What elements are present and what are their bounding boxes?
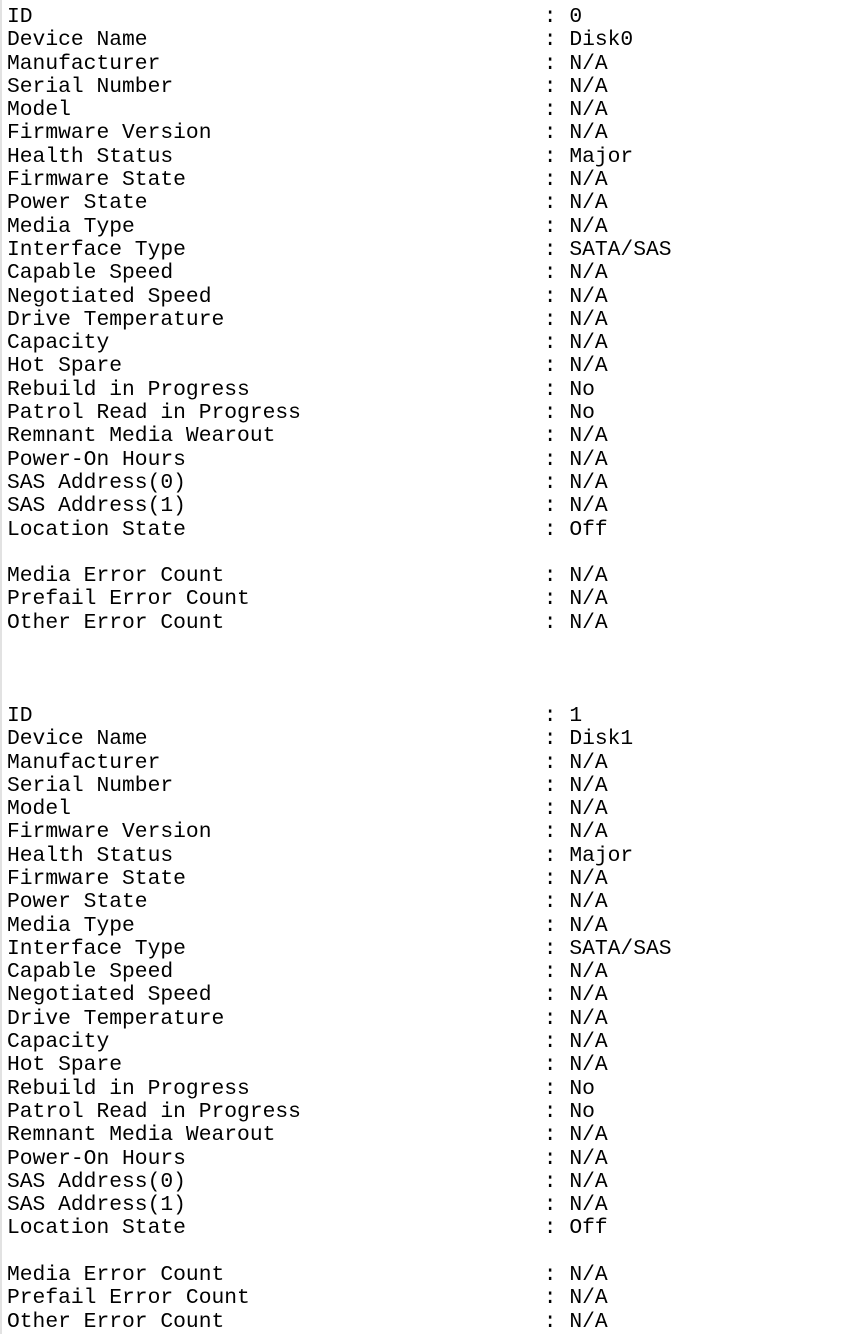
field-row	[7, 1031, 852, 1054]
field-label: Firmware State	[7, 866, 186, 891]
field-label: Patrol Read in Progress	[7, 1099, 301, 1124]
field-value: Major	[569, 843, 634, 868]
field-value: N/A	[569, 797, 608, 822]
field-label: Location State	[7, 1216, 186, 1241]
field-value: N/A	[569, 447, 608, 472]
field-separator: :	[543, 5, 557, 29]
field-separator: :	[543, 284, 557, 309]
field-row	[7, 99, 852, 122]
field-row	[7, 612, 852, 635]
field-row	[7, 402, 852, 425]
field-separator: :	[543, 1193, 557, 1218]
field-value: N/A	[569, 866, 608, 891]
field-row	[7, 495, 852, 518]
field-separator: :	[543, 214, 557, 239]
field-label: Device Name	[7, 28, 148, 53]
field-separator: :	[543, 750, 557, 775]
field-separator: :	[543, 307, 557, 332]
field-separator: :	[543, 564, 557, 589]
field-row	[7, 146, 852, 169]
field-row	[7, 379, 852, 402]
field-row	[7, 588, 852, 611]
field-value: SATA/SAS	[569, 936, 672, 961]
field-row	[7, 1311, 852, 1334]
disk-error-fields-group	[7, 1264, 852, 1334]
field-label: Manufacturer	[7, 51, 161, 76]
field-separator: :	[543, 1006, 557, 1031]
field-separator: :	[543, 820, 557, 845]
field-label: Interface Type	[7, 936, 186, 961]
field-label: Rebuild in Progress	[7, 1076, 250, 1101]
field-separator: :	[543, 1123, 557, 1148]
field-row	[7, 938, 852, 961]
field-row	[7, 122, 852, 145]
field-row	[7, 984, 852, 1007]
field-value: N/A	[569, 913, 608, 938]
field-row	[7, 1264, 852, 1287]
field-separator: :	[543, 913, 557, 938]
field-separator: :	[543, 610, 557, 635]
field-row	[7, 519, 852, 542]
field-row	[7, 752, 852, 775]
disk-info-block	[7, 6, 852, 635]
field-separator: :	[543, 470, 557, 495]
field-separator: :	[543, 983, 557, 1008]
field-value: N/A	[569, 284, 608, 309]
field-separator: :	[543, 237, 557, 262]
disk-info-block	[7, 705, 852, 1334]
field-row	[7, 6, 852, 29]
field-separator: :	[543, 587, 557, 612]
field-row	[7, 449, 852, 472]
field-label: Power State	[7, 890, 148, 915]
field-label: Remnant Media Wearout	[7, 424, 276, 449]
field-separator: :	[543, 703, 557, 728]
field-separator: :	[543, 1286, 557, 1311]
field-value: N/A	[569, 331, 608, 356]
field-separator: :	[543, 1099, 557, 1124]
field-separator: :	[543, 960, 557, 985]
field-label: Location State	[7, 517, 186, 542]
field-row	[7, 29, 852, 52]
field-label: Firmware State	[7, 168, 186, 193]
field-label: SAS Address(1)	[7, 1193, 186, 1218]
field-value: N/A	[569, 610, 608, 635]
field-row	[7, 868, 852, 891]
field-separator: :	[543, 261, 557, 286]
field-row	[7, 845, 852, 868]
field-label: Power-On Hours	[7, 1146, 186, 1171]
field-row	[7, 76, 852, 99]
field-value: No	[569, 401, 595, 426]
field-separator: :	[543, 890, 557, 915]
field-row	[7, 1171, 852, 1194]
field-label: ID	[7, 703, 33, 728]
field-value: N/A	[569, 890, 608, 915]
disk-fields-group	[7, 705, 852, 1241]
field-label: Drive Temperature	[7, 1006, 225, 1031]
field-row	[7, 705, 852, 728]
field-separator: :	[543, 354, 557, 379]
field-value: N/A	[569, 214, 608, 239]
disk-error-fields-group	[7, 565, 852, 635]
field-separator: :	[543, 168, 557, 193]
field-row	[7, 472, 852, 495]
field-separator: :	[543, 1146, 557, 1171]
field-label: Capacity	[7, 331, 110, 356]
field-label: Other Error Count	[7, 1309, 225, 1334]
field-separator: :	[543, 74, 557, 99]
field-value: N/A	[569, 121, 608, 146]
field-label: Serial Number	[7, 74, 174, 99]
field-label: SAS Address(0)	[7, 1169, 186, 1194]
field-label: Rebuild in Progress	[7, 377, 250, 402]
field-value: N/A	[569, 354, 608, 379]
field-value: N/A	[569, 168, 608, 193]
field-value: Off	[569, 517, 608, 542]
field-value: SATA/SAS	[569, 237, 672, 262]
field-row	[7, 1078, 852, 1101]
field-row	[7, 891, 852, 914]
field-separator: :	[543, 797, 557, 822]
field-label: Hot Spare	[7, 1053, 123, 1078]
field-label: Firmware Version	[7, 121, 212, 146]
field-value: Disk0	[569, 28, 634, 53]
field-value: N/A	[569, 1263, 608, 1288]
field-value: N/A	[569, 1053, 608, 1078]
field-separator: :	[543, 121, 557, 146]
field-label: Model	[7, 797, 71, 822]
field-row	[7, 1124, 852, 1147]
field-label: Health Status	[7, 843, 174, 868]
field-label: Power-On Hours	[7, 447, 186, 472]
field-separator: :	[543, 843, 557, 868]
field-row	[7, 798, 852, 821]
field-value: N/A	[569, 1193, 608, 1218]
field-label: Other Error Count	[7, 610, 225, 635]
field-label: Negotiated Speed	[7, 284, 212, 309]
field-separator: :	[543, 773, 557, 798]
field-value: N/A	[569, 1030, 608, 1055]
field-row	[7, 192, 852, 215]
field-row	[7, 239, 852, 262]
field-row	[7, 262, 852, 285]
field-label: Capacity	[7, 1030, 110, 1055]
field-label: Patrol Read in Progress	[7, 401, 301, 426]
field-value: N/A	[569, 74, 608, 99]
field-label: Interface Type	[7, 237, 186, 262]
field-label: Hot Spare	[7, 354, 123, 379]
field-row	[7, 53, 852, 76]
field-value: Major	[569, 144, 634, 169]
field-label: ID	[7, 5, 33, 29]
field-row	[7, 728, 852, 751]
field-separator: :	[543, 28, 557, 53]
field-label: Capable Speed	[7, 261, 174, 286]
field-value: N/A	[569, 424, 608, 449]
field-separator: :	[543, 1216, 557, 1241]
field-row	[7, 915, 852, 938]
field-value: Off	[569, 1216, 608, 1241]
field-label: Prefail Error Count	[7, 1286, 250, 1311]
field-value: N/A	[569, 307, 608, 332]
field-value: N/A	[569, 470, 608, 495]
field-value: No	[569, 1076, 595, 1101]
field-label: Serial Number	[7, 773, 174, 798]
field-separator: :	[543, 1309, 557, 1334]
field-label: Remnant Media Wearout	[7, 1123, 276, 1148]
field-label: Media Error Count	[7, 1263, 225, 1288]
field-separator: :	[543, 936, 557, 961]
field-label: SAS Address(0)	[7, 470, 186, 495]
field-row	[7, 775, 852, 798]
field-row	[7, 355, 852, 378]
field-row	[7, 1008, 852, 1031]
field-label: Model	[7, 98, 71, 123]
field-row	[7, 1194, 852, 1217]
field-separator: :	[543, 98, 557, 123]
disk-fields-group	[7, 6, 852, 542]
field-value: N/A	[569, 1006, 608, 1031]
field-separator: :	[543, 144, 557, 169]
field-label: Media Type	[7, 913, 135, 938]
field-row	[7, 1148, 852, 1171]
field-value: N/A	[569, 773, 608, 798]
field-separator: :	[543, 331, 557, 356]
field-separator: :	[543, 377, 557, 402]
field-value: N/A	[569, 564, 608, 589]
field-value: N/A	[569, 1123, 608, 1148]
field-separator: :	[543, 1169, 557, 1194]
field-value: No	[569, 1099, 595, 1124]
field-label: Media Type	[7, 214, 135, 239]
field-value: N/A	[569, 494, 608, 519]
field-label: Prefail Error Count	[7, 587, 250, 612]
field-row	[7, 961, 852, 984]
field-value: N/A	[569, 1146, 608, 1171]
field-label: Power State	[7, 191, 148, 216]
field-separator: :	[543, 51, 557, 76]
field-value: 1	[569, 703, 583, 728]
field-label: Capable Speed	[7, 960, 174, 985]
field-value: N/A	[569, 261, 608, 286]
field-label: Manufacturer	[7, 750, 161, 775]
field-row	[7, 169, 852, 192]
field-value: N/A	[569, 1169, 608, 1194]
field-row	[7, 565, 852, 588]
field-value: N/A	[569, 1286, 608, 1311]
field-separator: :	[543, 1263, 557, 1288]
field-value: 0	[569, 5, 583, 29]
field-separator: :	[543, 1053, 557, 1078]
field-separator: :	[543, 401, 557, 426]
field-value: No	[569, 377, 595, 402]
field-label: Firmware Version	[7, 820, 212, 845]
field-row	[7, 1054, 852, 1077]
field-row	[7, 1287, 852, 1310]
field-value: Disk1	[569, 727, 634, 752]
field-row	[7, 425, 852, 448]
field-row	[7, 821, 852, 844]
field-row	[7, 286, 852, 309]
field-label: Health Status	[7, 144, 174, 169]
field-label: Media Error Count	[7, 564, 225, 589]
field-value: N/A	[569, 750, 608, 775]
field-value: N/A	[569, 587, 608, 612]
field-row	[7, 216, 852, 239]
field-value: N/A	[569, 1309, 608, 1334]
field-separator: :	[543, 424, 557, 449]
field-label: Device Name	[7, 727, 148, 752]
field-value: N/A	[569, 191, 608, 216]
field-row	[7, 1217, 852, 1240]
field-value: N/A	[569, 820, 608, 845]
field-value: N/A	[569, 98, 608, 123]
field-separator: :	[543, 447, 557, 472]
field-value: N/A	[569, 983, 608, 1008]
field-label: Drive Temperature	[7, 307, 225, 332]
field-value: N/A	[569, 51, 608, 76]
field-separator: :	[543, 494, 557, 519]
field-separator: :	[543, 191, 557, 216]
field-row	[7, 332, 852, 355]
field-separator: :	[543, 866, 557, 891]
field-label: SAS Address(1)	[7, 494, 186, 519]
field-label: Negotiated Speed	[7, 983, 212, 1008]
field-row	[7, 309, 852, 332]
field-separator: :	[543, 517, 557, 542]
field-value: N/A	[569, 960, 608, 985]
field-separator: :	[543, 1076, 557, 1101]
field-row	[7, 1101, 852, 1124]
field-separator: :	[543, 727, 557, 752]
field-separator: :	[543, 1030, 557, 1055]
